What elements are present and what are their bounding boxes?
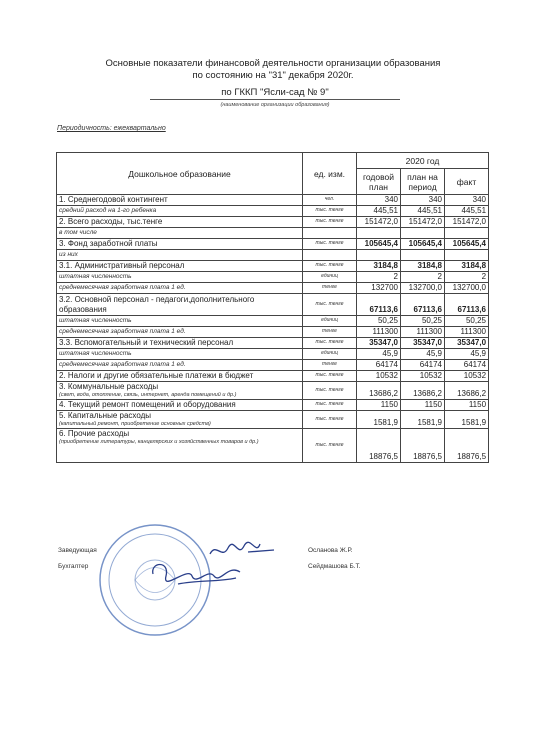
row-label-cell [57, 195, 303, 206]
row-value-annual [357, 250, 401, 261]
row-unit: тенге [303, 327, 357, 338]
row-value-period: 13686,2 [401, 382, 445, 400]
row-value-period: 445,51 [401, 206, 445, 217]
row-label-cell [57, 316, 303, 327]
row-value-fact: 10532 [445, 371, 489, 382]
row-label: 4. Текущий ремонт помещений и оборудования [59, 400, 236, 409]
row-value-annual: 13686,2 [357, 382, 401, 400]
table-row [57, 411, 489, 429]
report-title-line-2: по состоянию на "31" декабря 2020г. [192, 70, 354, 81]
row-value-annual: 132700 [357, 283, 401, 294]
table-row [57, 195, 489, 206]
row-value-fact: 35347,0 [445, 338, 489, 349]
row-value-annual: 1150 [357, 400, 401, 411]
row-label: 2. Налоги и другие обязательные платежи в бюджет [59, 371, 254, 380]
row-label-cell [57, 327, 303, 338]
row-value-annual: 10532 [357, 371, 401, 382]
row-label: в том числе [59, 229, 97, 236]
row-value-period: 18876,5 [401, 429, 445, 463]
table-row [57, 272, 489, 283]
table-row [57, 360, 489, 371]
row-unit: тыс. тенге [303, 371, 357, 382]
row-value-fact: 64174 [445, 360, 489, 371]
header-period-plan: план на период [401, 169, 445, 195]
row-unit: тенге [303, 283, 357, 294]
row-label-cell [57, 283, 303, 294]
row-label-cell [57, 349, 303, 360]
row-note: (свет, вода, отопление, связь, интернет, аренда помещений и др.) [59, 392, 237, 398]
table-row [57, 429, 489, 463]
row-unit: единиц [303, 272, 357, 283]
row-note: (приобретение литературы, канцелярских и хозяйственных товаров и др.) [59, 439, 259, 445]
row-label: среднемесячная заработная плата 1 ед. [59, 284, 186, 291]
row-label-cell [57, 272, 303, 283]
row-label-cell [57, 228, 303, 239]
row-value-annual: 18876,5 [357, 429, 401, 463]
row-unit [303, 228, 357, 239]
row-label: штатная численность [59, 350, 132, 357]
row-note: (капитальный ремонт, приобретение основных средств) [59, 421, 211, 427]
row-unit: тыс. тенге [303, 217, 357, 228]
row-value-period: 45,9 [401, 349, 445, 360]
row-value-annual: 1581,9 [357, 411, 401, 429]
row-value-annual: 3184,8 [357, 261, 401, 272]
accountant-name: Сейдмашова Б.Т. [308, 563, 361, 570]
row-value-fact: 2 [445, 272, 489, 283]
row-unit: тыс. тенге [303, 382, 357, 400]
row-value-fact: 13686,2 [445, 382, 489, 400]
row-value-period: 151472,0 [401, 217, 445, 228]
row-unit: тыс. тенге [303, 338, 357, 349]
row-label: 6. Прочие расходы [59, 429, 130, 438]
row-label: 3. Коммунальные расходы [59, 382, 159, 391]
table-row [57, 239, 489, 250]
row-unit: тенге [303, 360, 357, 371]
row-value-fact: 50,25 [445, 316, 489, 327]
table-row [57, 371, 489, 382]
row-value-period: 35347,0 [401, 338, 445, 349]
organization-name: по ГККП "Ясли-сад № 9" [150, 87, 400, 100]
row-value-fact: 132700,0 [445, 283, 489, 294]
header-year: 2020 год [357, 153, 489, 169]
row-label-cell [57, 400, 303, 411]
row-unit: тыс. тенге [303, 261, 357, 272]
row-unit [303, 250, 357, 261]
row-value-period [401, 250, 445, 261]
row-label-cell [57, 360, 303, 371]
row-label-cell [57, 371, 303, 382]
row-value-annual [357, 228, 401, 239]
row-unit: тыс. тенге [303, 294, 357, 316]
row-label: 1. Среднегодовой контингент [59, 195, 168, 204]
row-value-fact: 340 [445, 195, 489, 206]
accountant-title: Бухгалтер [58, 563, 89, 570]
table-row [57, 206, 489, 217]
row-value-fact: 105645,4 [445, 239, 489, 250]
row-value-period: 105645,4 [401, 239, 445, 250]
row-value-period: 64174 [401, 360, 445, 371]
row-value-period: 50,25 [401, 316, 445, 327]
row-value-annual: 151472,0 [357, 217, 401, 228]
row-label: 3.1. Административный персонал [59, 261, 185, 270]
row-label-cell [57, 411, 303, 429]
header-annual-plan: годовой план [357, 169, 401, 195]
row-label: штатная численность [59, 273, 132, 280]
row-value-fact: 1581,9 [445, 411, 489, 429]
table-row [57, 283, 489, 294]
row-value-fact: 445,51 [445, 206, 489, 217]
financial-table [56, 152, 489, 463]
row-unit: тыс. тенге [303, 239, 357, 250]
row-value-annual: 50,25 [357, 316, 401, 327]
row-label-cell [57, 206, 303, 217]
header-fact: факт [445, 169, 489, 195]
table-row [57, 327, 489, 338]
row-unit: единиц [303, 316, 357, 327]
report-title-line-1: Основные показатели финансовой деятельности организации образования [105, 58, 441, 69]
table-row [57, 316, 489, 327]
row-value-fact: 45,9 [445, 349, 489, 360]
row-label: 3.3. Вспомогательный и технический персонал [59, 338, 234, 347]
head-title: Заведующая [58, 547, 97, 554]
row-value-fact [445, 228, 489, 239]
row-label: среднемесячная заработная плата 1 ед. [59, 328, 186, 335]
row-value-fact [445, 250, 489, 261]
header-unit: ед. изм. [303, 153, 357, 195]
row-value-annual: 45,9 [357, 349, 401, 360]
row-label: штатная численность [59, 317, 132, 324]
row-label-cell [57, 294, 303, 316]
row-value-period: 1581,9 [401, 411, 445, 429]
row-value-fact: 3184,8 [445, 261, 489, 272]
row-value-period [401, 228, 445, 239]
row-value-period: 1150 [401, 400, 445, 411]
table-row [57, 400, 489, 411]
header-label: Дошкольное образование [57, 153, 303, 195]
row-value-period: 67113,6 [401, 294, 445, 316]
row-value-annual: 64174 [357, 360, 401, 371]
row-label-cell [57, 261, 303, 272]
row-label: из них [59, 251, 78, 258]
row-unit: тыс. тенге [303, 429, 357, 463]
row-value-fact: 111300 [445, 327, 489, 338]
row-value-annual: 35347,0 [357, 338, 401, 349]
row-label-cell [57, 217, 303, 228]
row-unit: тыс. тенге [303, 400, 357, 411]
row-label-cell [57, 338, 303, 349]
row-label: 3.2. Основной персонал - педагоги,дополнительного образования [59, 294, 255, 314]
row-value-period: 3184,8 [401, 261, 445, 272]
table-row [57, 217, 489, 228]
row-unit: единиц [303, 349, 357, 360]
periodicity: Периодичность: ежеквартально [57, 125, 166, 132]
table-row [57, 228, 489, 239]
row-value-annual: 2 [357, 272, 401, 283]
table-row [57, 261, 489, 272]
row-value-annual: 445,51 [357, 206, 401, 217]
organization-note: (наименование организации образования) [220, 102, 330, 108]
head-name: Осланова Ж.Р. [308, 547, 353, 554]
row-value-annual: 340 [357, 195, 401, 206]
table-row [57, 250, 489, 261]
row-label: 3. Фонд заработной платы [59, 239, 158, 248]
row-unit: тыс. тенге [303, 411, 357, 429]
table-row [57, 382, 489, 400]
row-value-annual: 111300 [357, 327, 401, 338]
row-value-annual: 67113,6 [357, 294, 401, 316]
row-value-period: 340 [401, 195, 445, 206]
row-label-cell [57, 239, 303, 250]
row-label: 2. Всего расходы, тыс.тенге [59, 217, 163, 226]
row-label-cell [57, 429, 303, 463]
row-value-period: 2 [401, 272, 445, 283]
row-value-fact: 1150 [445, 400, 489, 411]
table-row [57, 338, 489, 349]
row-value-period: 111300 [401, 327, 445, 338]
row-label: средний расход на 1-го ребенка [59, 207, 157, 214]
table-row [57, 349, 489, 360]
row-value-period: 132700,0 [401, 283, 445, 294]
row-unit: чел. [303, 195, 357, 206]
row-label: среднемесячная заработная плата 1 ед. [59, 361, 186, 368]
row-unit: тыс. тенге [303, 206, 357, 217]
accountant-signature-image [148, 556, 243, 588]
row-value-annual: 105645,4 [357, 239, 401, 250]
row-label: 5. Капитальные расходы [59, 411, 152, 420]
row-value-fact: 67113,6 [445, 294, 489, 316]
table-row [57, 294, 489, 316]
row-label-cell [57, 382, 303, 400]
row-value-fact: 18876,5 [445, 429, 489, 463]
row-value-fact: 151472,0 [445, 217, 489, 228]
row-value-period: 10532 [401, 371, 445, 382]
row-label-cell [57, 250, 303, 261]
